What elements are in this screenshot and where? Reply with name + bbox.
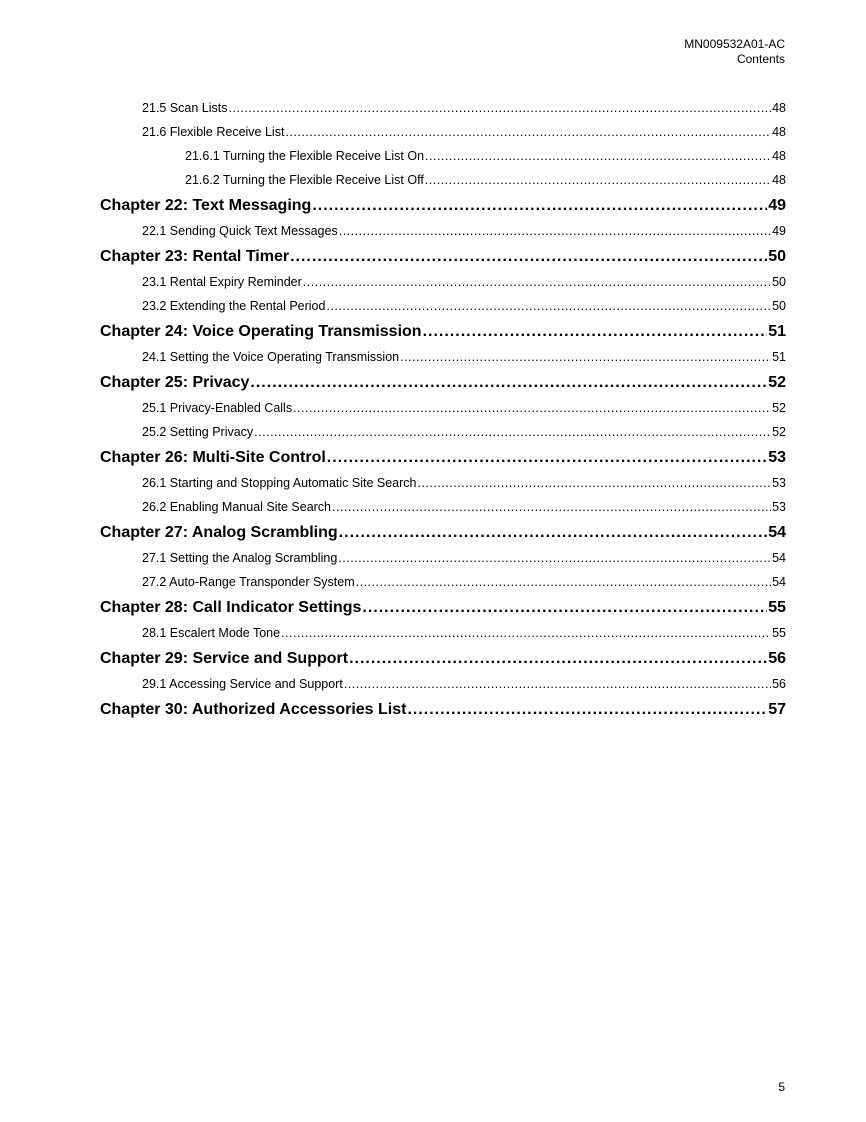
dot-leader	[312, 192, 767, 219]
toc-chapter-entry[interactable]	[100, 696, 786, 723]
dot-leader	[423, 318, 768, 345]
toc-chapter-entry[interactable]	[100, 594, 786, 621]
toc-entry-title: 22.1 Sending Quick Text Messages	[142, 224, 338, 238]
toc-entry-title: 23.1 Rental Expiry Reminder	[142, 275, 302, 289]
toc-chapter-entry[interactable]	[100, 369, 786, 396]
toc-entry-page: 48	[772, 173, 786, 187]
toc-entry-title: Chapter 28: Call Indicator Settings	[100, 599, 362, 616]
toc-section-entry[interactable]	[100, 546, 786, 570]
toc-entry-title: 28.1 Escalert Mode Tone	[142, 626, 281, 640]
page-number: 5	[778, 1080, 785, 1094]
toc-entry-title: Chapter 29: Service and Support	[100, 650, 349, 667]
toc-entry-title: 21.6 Flexible Receive List	[142, 125, 285, 139]
dot-leader	[303, 270, 771, 294]
toc-entry-title: Chapter 25: Privacy	[100, 374, 250, 391]
toc-entry-page: 48	[772, 149, 786, 163]
toc-entry-page: 52	[772, 401, 786, 415]
dot-leader	[281, 621, 771, 645]
section-title: Contents	[736, 52, 785, 66]
toc-section-entry[interactable]	[100, 96, 786, 120]
toc-entry-page: 48	[772, 125, 786, 139]
toc-section-entry[interactable]	[100, 219, 786, 243]
toc-entry-page: 49	[772, 224, 786, 238]
toc-chapter-entry[interactable]	[100, 318, 786, 345]
dot-leader	[338, 546, 771, 570]
toc-section-entry[interactable]	[100, 621, 786, 645]
dot-leader	[344, 672, 771, 696]
toc-section-entry[interactable]	[100, 396, 786, 420]
toc-section-entry[interactable]	[100, 120, 786, 144]
page-header	[684, 37, 785, 67]
toc-entry-title: 29.1 Accessing Service and Support	[142, 677, 343, 691]
toc-entry-title: Chapter 24: Voice Operating Transmission	[100, 323, 422, 340]
toc-entry-page: 49	[768, 197, 786, 214]
dot-leader	[250, 369, 767, 396]
toc-chapter-entry[interactable]	[100, 519, 786, 546]
toc-entry-title: 25.1 Privacy-Enabled Calls	[142, 401, 293, 415]
toc-entry-title: 26.2 Enabling Manual Site Search	[142, 500, 332, 514]
toc-entry-page: 54	[768, 524, 786, 541]
toc-entry-page: 53	[772, 476, 786, 490]
toc-section-entry[interactable]	[100, 672, 786, 696]
toc-section-entry[interactable]	[100, 420, 786, 444]
toc-entry-title: 21.5 Scan Lists	[142, 101, 228, 115]
toc-entry-page: 54	[772, 575, 786, 589]
dot-leader	[228, 96, 771, 120]
toc-entry-page: 51	[768, 323, 786, 340]
toc-section-entry[interactable]	[100, 270, 786, 294]
toc-section-entry[interactable]	[100, 144, 786, 168]
toc-entry-page: 48	[772, 101, 786, 115]
toc-entry-page: 52	[768, 374, 786, 391]
toc-entry-title: 25.2 Setting Privacy	[142, 425, 254, 439]
dot-leader	[339, 519, 768, 546]
toc-entry-title: Chapter 23: Rental Timer	[100, 248, 290, 265]
toc-entry-page: 53	[772, 500, 786, 514]
toc-chapter-entry[interactable]	[100, 192, 786, 219]
dot-leader	[407, 696, 767, 723]
dot-leader	[425, 144, 771, 168]
toc-entry-title: Chapter 30: Authorized Accessories List	[100, 701, 407, 718]
document-id: MN009532A01-AC	[684, 37, 785, 51]
toc-entry-page: 56	[768, 650, 786, 667]
toc-entry-title: Chapter 27: Analog Scrambling	[100, 524, 338, 541]
dot-leader	[362, 594, 767, 621]
dot-leader	[290, 243, 767, 270]
dot-leader	[285, 120, 771, 144]
dot-leader	[254, 420, 771, 444]
dot-leader	[339, 219, 771, 243]
dot-leader	[327, 444, 767, 471]
dot-leader	[293, 396, 771, 420]
toc-entry-title: 21.6.1 Turning the Flexible Receive List On	[185, 149, 425, 163]
toc-entry-page: 52	[772, 425, 786, 439]
dot-leader	[332, 495, 771, 519]
toc-entry-title: Chapter 22: Text Messaging	[100, 197, 312, 214]
toc-entry-page: 55	[768, 599, 786, 616]
toc-section-entry[interactable]	[100, 168, 786, 192]
toc-entry-page: 54	[772, 551, 786, 565]
toc-entry-title: 27.1 Setting the Analog Scrambling	[142, 551, 338, 565]
toc-chapter-entry[interactable]	[100, 645, 786, 672]
dot-leader	[349, 645, 767, 672]
toc-section-entry[interactable]	[100, 294, 786, 318]
dot-leader	[417, 471, 771, 495]
toc-section-entry[interactable]	[100, 345, 786, 369]
toc-entry-title: 26.1 Starting and Stopping Automatic Site Search	[142, 476, 417, 490]
toc-entry-page: 50	[772, 299, 786, 313]
toc-entry-title: 27.2 Auto-Range Transponder System	[142, 575, 355, 589]
toc-entry-page: 51	[772, 350, 786, 364]
toc-entry-title: 21.6.2 Turning the Flexible Receive List Off	[185, 173, 424, 187]
toc-chapter-entry[interactable]	[100, 444, 786, 471]
toc-entry-page: 53	[768, 449, 786, 466]
toc-entry-title: 24.1 Setting the Voice Operating Transmission	[142, 350, 400, 364]
toc-entry-page: 56	[772, 677, 786, 691]
dot-leader	[356, 570, 771, 594]
table-of-contents	[100, 96, 786, 723]
toc-chapter-entry[interactable]	[100, 243, 786, 270]
toc-entry-page: 50	[772, 275, 786, 289]
dot-leader	[400, 345, 771, 369]
dot-leader	[425, 168, 771, 192]
toc-section-entry[interactable]	[100, 570, 786, 594]
toc-section-entry[interactable]	[100, 471, 786, 495]
toc-entry-page: 55	[772, 626, 786, 640]
toc-entry-title: 23.2 Extending the Rental Period	[142, 299, 326, 313]
toc-section-entry[interactable]	[100, 495, 786, 519]
toc-entry-title: Chapter 26: Multi-Site Control	[100, 449, 326, 466]
dot-leader	[326, 294, 771, 318]
toc-entry-page: 57	[768, 701, 786, 718]
toc-entry-page: 50	[768, 248, 786, 265]
